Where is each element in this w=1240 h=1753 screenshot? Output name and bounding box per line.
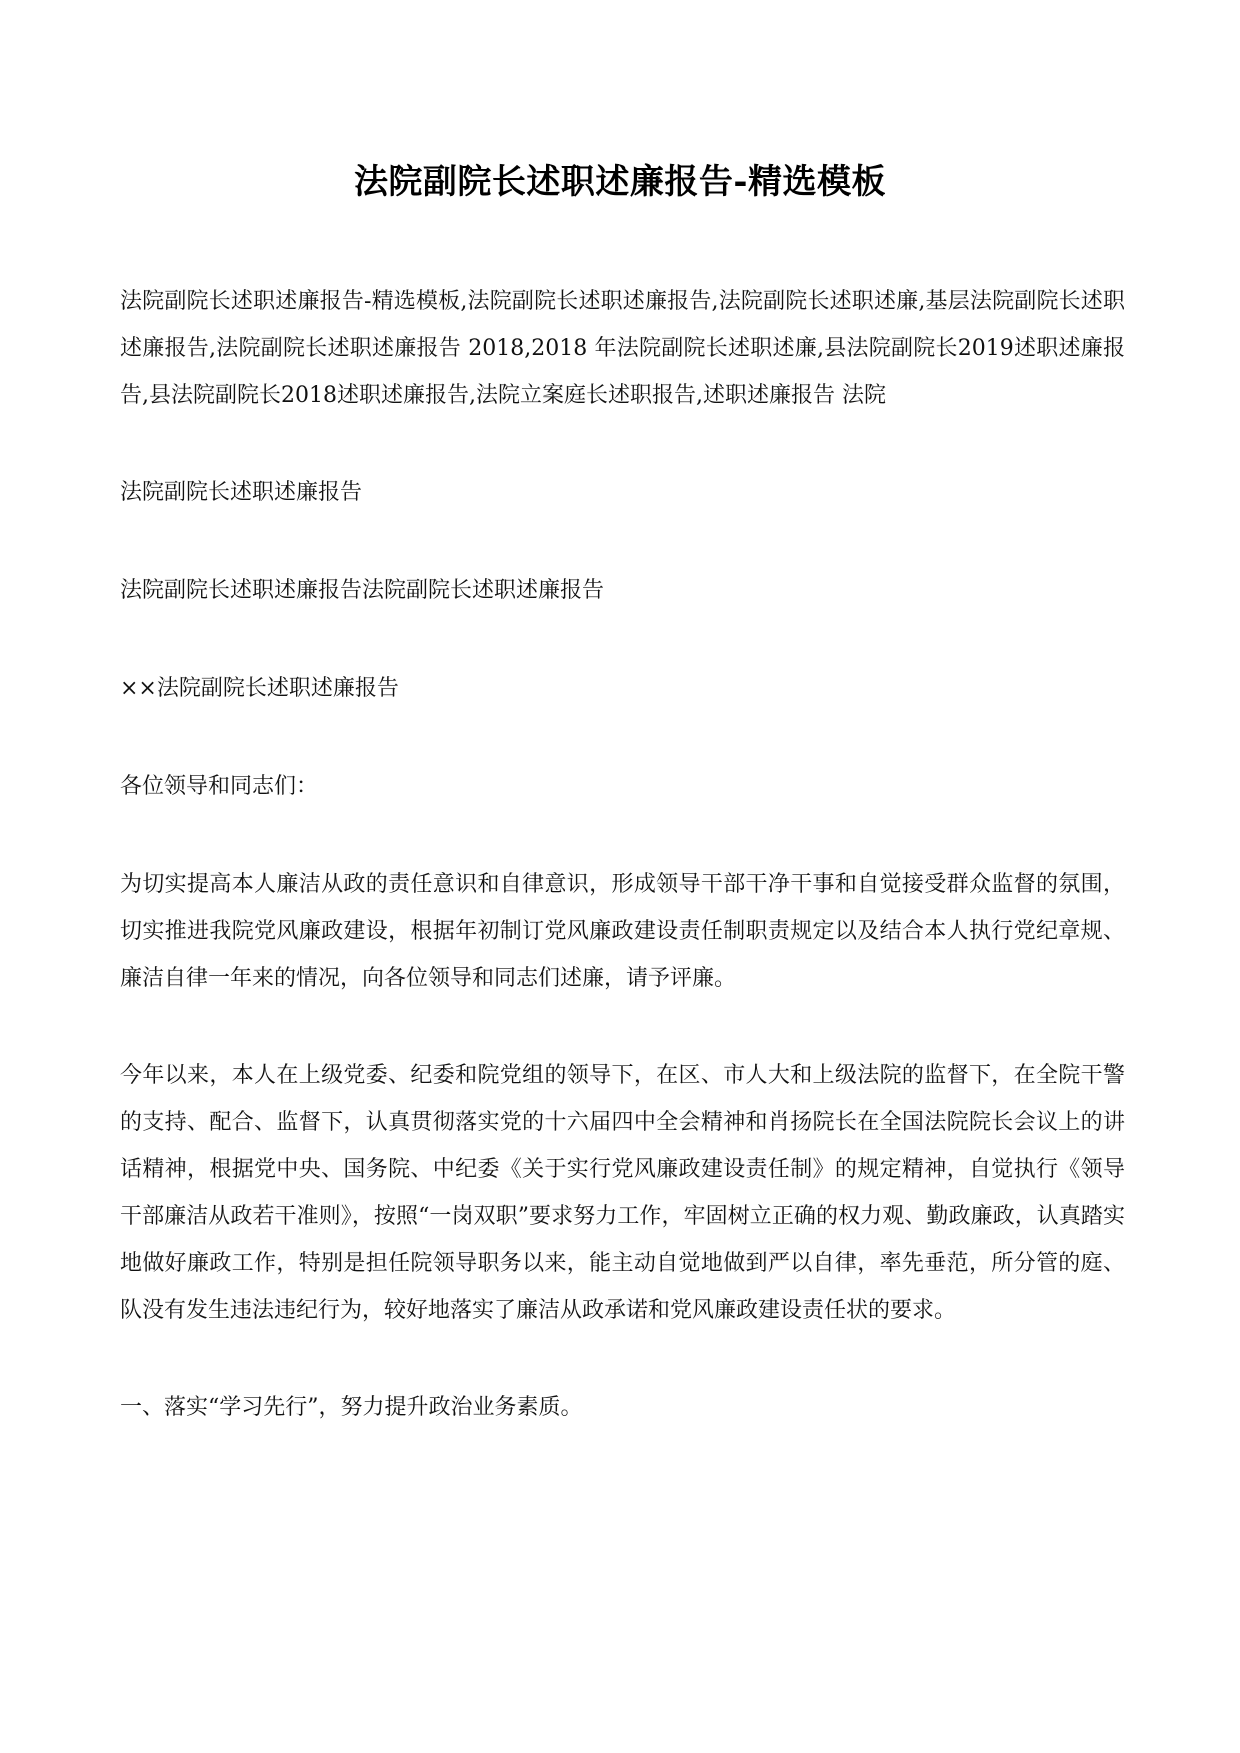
salutation-paragraph: 各位领导和同志们： xyxy=(120,774,319,799)
report-heading-paragraph: ××法院副院长述职述廉报告 xyxy=(120,676,399,701)
intro-paragraph: 为切实提高本人廉洁从政的责任意识和自律意识，形成领导干部干净干事和自觉接受群众监督的氛围，切实推进我院党风廉政建设，根据年初制订党风廉政建设责任制职责规定以及结合本人执行党纪章规、廉洁自律一年来的情况，向各位领导和同志们述廉，请予评廉。 xyxy=(120,872,1125,991)
document-body xyxy=(120,278,1125,1481)
keywords-paragraph: 法院副院长述职述廉报告-精选模板,法院副院长述职述廉报告,法院副院长述职述廉,基层法院副院长述职述廉报告,法院副院长述职述廉报告 2018,2018 年法院副院长述职述廉,县法院副院长2019述职述廉报告,县法院副院长2018述职述廉报告,法院立案庭长述职报告,述职述廉报告 法院 xyxy=(120,289,1125,408)
repeated-title-paragraph: 法院副院长述职述廉报告法院副院长述职述廉报告 xyxy=(120,578,605,603)
subtitle-paragraph: 法院副院长述职述廉报告 xyxy=(120,480,363,505)
section-heading-paragraph: 一、落实“学习先行”，努力提升政治业务素质。 xyxy=(120,1395,583,1420)
document-title: 法院副院长述职述廉报告-精选模板 xyxy=(353,162,887,202)
body-paragraph: 今年以来，本人在上级党委、纪委和院党组的领导下，在区、市人大和上级法院的监督下，在全院干警的支持、配合、监督下，认真贯彻落实党的十六届四中全会精神和肖扬院长在全国法院院长会议上的讲话精神，根据党中央、国务院、中纪委《关于实行党风廉政建设责任制》的规定精神，自觉执行《领导干部廉洁从政若干准则》，按照“一岗双职”要求努力工作，牢固树立正确的权力观、勤政廉政，认真踏实地做好廉政工作，特别是担任院领导职务以来，能主动自觉地做到严以自律，率先垂范，所分管的庭、队没有发生违法违纪行为，较好地落实了廉洁从政承诺和党风廉政建设责任状的要求。 xyxy=(120,1063,1125,1323)
